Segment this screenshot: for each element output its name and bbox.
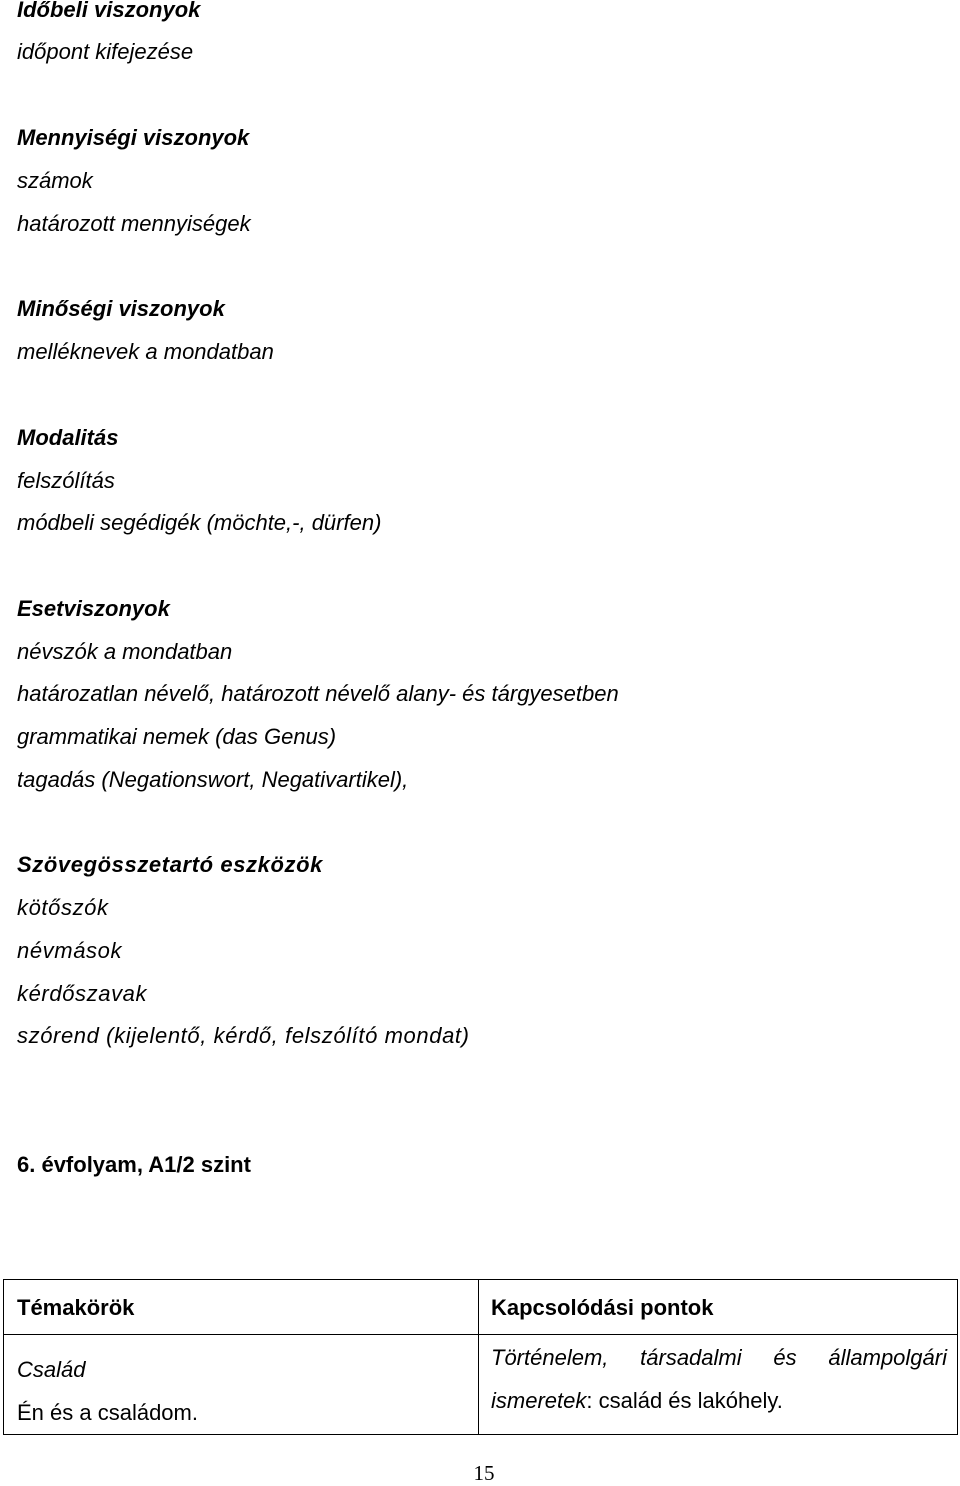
connection-word: és <box>773 1345 797 1370</box>
list-item: névmások <box>17 938 123 963</box>
topics-table <box>3 1279 958 1435</box>
topic-item: Család <box>17 1357 86 1382</box>
section-heading: Modalitás <box>17 425 119 450</box>
list-item: melléknevek a mondatban <box>17 339 274 364</box>
connection-word: társadalmi <box>640 1345 742 1370</box>
topic-list <box>4 1335 478 1434</box>
list-item: kérdőszavak <box>17 981 148 1006</box>
connection-line <box>491 1336 947 1379</box>
list-item: számok <box>17 168 93 193</box>
list-item: kötőszók <box>17 895 109 920</box>
page-number: 15 <box>473 1461 495 1485</box>
section-heading: Szövegösszetartó eszközök <box>17 852 323 877</box>
connection-text <box>479 1335 957 1422</box>
section-heading: Esetviszonyok <box>17 596 170 621</box>
list-item: grammatikai nemek (das Genus) <box>17 724 337 749</box>
connection-word: Történelem, <box>491 1345 609 1370</box>
list-item: felszólítás <box>17 468 115 493</box>
topic-item: Én és a családom. <box>17 1400 198 1425</box>
list-item: módbeli segédigék (möchte,-, dürfen) <box>17 510 382 535</box>
connection-line <box>491 1379 947 1422</box>
section-heading: Időbeli viszonyok <box>17 0 201 22</box>
section-heading: Minőségi viszonyok <box>17 296 225 321</box>
table-header-cell <box>4 1280 479 1335</box>
grade-heading: 6. évfolyam, A1/2 szint <box>17 1152 251 1177</box>
connection-rest: : család és lakóhely. <box>586 1388 783 1413</box>
list-item: névszók a mondatban <box>17 639 233 664</box>
header-connections: Kapcsolódási pontok <box>491 1295 714 1320</box>
connection-word: állampolgári <box>828 1345 947 1370</box>
connection-italic: ismeretek <box>491 1388 587 1413</box>
list-item: határozatlan névelő, határozott névelő alany- és tárgyesetben <box>17 681 619 706</box>
section-heading: Mennyiségi viszonyok <box>17 125 250 150</box>
table-header-row <box>4 1280 958 1335</box>
header-topics: Témakörök <box>17 1295 135 1320</box>
table-cell <box>479 1335 958 1435</box>
table-cell <box>4 1335 479 1435</box>
list-item: tagadás (Negationswort, Negativartikel), <box>17 767 409 792</box>
list-item: szórend (kijelentő, kérdő, felszólító mondat) <box>17 1023 470 1048</box>
list-item: határozott mennyiségek <box>17 211 251 236</box>
table-header-cell <box>479 1280 958 1335</box>
list-item: időpont kifejezése <box>17 39 194 64</box>
table-row <box>4 1335 958 1435</box>
